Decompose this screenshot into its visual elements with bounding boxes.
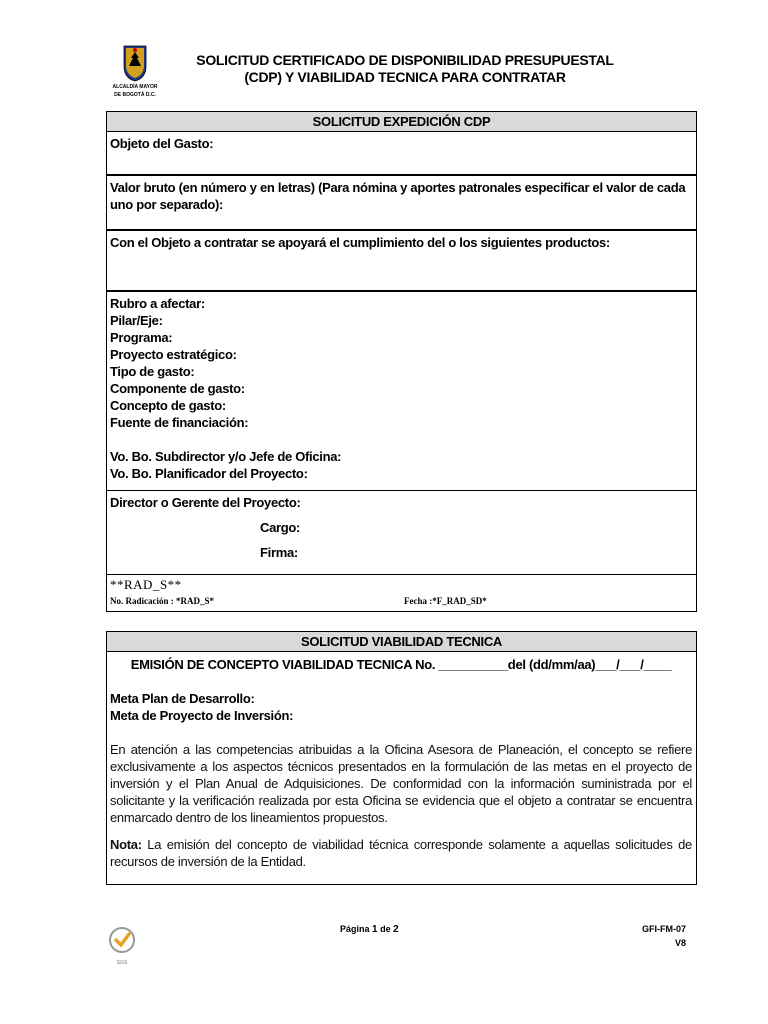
rubro-field-label: Fuente de financiación: xyxy=(110,415,249,430)
vobo-planificador-label: Vo. Bo. Planificador del Proyecto: xyxy=(110,466,308,481)
sgs-certification xyxy=(102,925,142,966)
meta-plan-label[interactable]: Meta Plan de Desarrollo: xyxy=(110,691,255,706)
page-of: de xyxy=(380,924,391,934)
rubro-field-label: Tipo de gasto: xyxy=(110,364,195,379)
rubro-field-label: Concepto de gasto: xyxy=(110,398,226,413)
viabilidad-section xyxy=(106,631,697,885)
viabilidad-body xyxy=(107,652,696,884)
firma-label: Firma: xyxy=(260,545,298,560)
objeto-label: Objeto del Gasto: xyxy=(110,136,214,151)
title-line2: (CDP) Y VIABILIDAD TECNICA PARA CONTRATAR xyxy=(244,69,566,85)
rubro-field-label: Proyecto estratégico: xyxy=(110,347,237,362)
meta-proyecto-label[interactable]: Meta de Proyecto de Inversión: xyxy=(110,708,294,723)
page-current: 1 xyxy=(372,924,378,935)
cdp-heading: SOLICITUD EXPEDICIÓN CDP xyxy=(107,112,696,132)
productos-row[interactable] xyxy=(107,229,696,290)
page-number xyxy=(340,924,399,935)
nota-paragraph xyxy=(110,836,692,870)
valor-row[interactable] xyxy=(107,174,696,229)
valor-label: Valor bruto (en número y en letras) (Para nómina y aportes patronales especificar el valor de cada uno por separado): xyxy=(110,180,686,212)
coat-of-arms-icon xyxy=(122,44,148,82)
document-title xyxy=(170,52,640,86)
sgs-label: SGS xyxy=(116,960,128,966)
rubro-row[interactable] xyxy=(107,290,696,490)
logo-line2: DE BOGOTÁ D.C. xyxy=(114,92,156,98)
logo-line1: ALCALDÍA MAYOR xyxy=(112,84,158,90)
objeto-row[interactable] xyxy=(107,132,696,174)
viabilidad-heading: SOLICITUD VIABILIDAD TECNICA xyxy=(107,632,696,652)
nota-text: La emisión del concepto de viabilidad técnica corresponde solamente a aquellas solicitudes de recursos de inversión de la Entidad. xyxy=(110,837,692,869)
rubro-fields-list xyxy=(110,295,693,431)
logo-subtext xyxy=(100,98,170,102)
productos-label: Con el Objeto a contratar se apoyará el cumplimiento del o los siguientes productos: xyxy=(110,235,610,250)
form-version: V8 xyxy=(674,938,686,948)
rubro-field-label: Pilar/Eje: xyxy=(110,313,163,328)
rad-code: **RAD_S** xyxy=(110,577,182,592)
form-code-block xyxy=(620,922,686,950)
emision-line[interactable]: EMISIÓN DE CONCEPTO VIABILIDAD TECNICA No. __________del (dd/mm/aa)___/___/____ xyxy=(130,657,672,672)
radicacion-row xyxy=(107,574,696,611)
title-line1: SOLICITUD CERTIFICADO DE DISPONIBILIDAD PRESUPUESTAL xyxy=(196,52,614,68)
rubro-field-label: Componente de gasto: xyxy=(110,381,245,396)
cargo-label: Cargo: xyxy=(260,520,301,535)
cdp-section xyxy=(106,111,697,612)
sgs-check-icon xyxy=(107,925,137,955)
nota-label: Nota: xyxy=(110,837,142,852)
rubro-field-label: Programa: xyxy=(110,330,173,345)
concept-paragraph: En atención a las competencias atribuidas a la Oficina Asesora de Planeación, el concepto se refiere exclusivamente a los aspectos técnicos presentados en la formulación de las metas en el proyecto de inversión y el Plan Anual de Adquisiciones. De conformidad con la información suministrada por el solicitante y la verificación realizada por esta Oficina se evidencia que el objeto a contratar se encuentra enmarcado dentro de los lineamientos propuestos. xyxy=(110,742,692,825)
director-row[interactable] xyxy=(107,490,696,574)
rad-number: No. Radicación : *RAD_S* xyxy=(110,596,215,606)
rubro-field-label: Rubro a afectar: xyxy=(110,296,205,311)
page-word: Página xyxy=(340,924,370,934)
rad-date: Fecha :*F_RAD_SD* xyxy=(404,596,487,606)
director-label: Director o Gerente del Proyecto: xyxy=(110,495,301,510)
page-total: 2 xyxy=(393,924,399,935)
form-code: GFI-FM-07 xyxy=(642,924,686,934)
vobo-subdirector-label: Vo. Bo. Subdirector y/o Jefe de Oficina: xyxy=(110,449,342,464)
bogota-logo xyxy=(100,44,170,102)
